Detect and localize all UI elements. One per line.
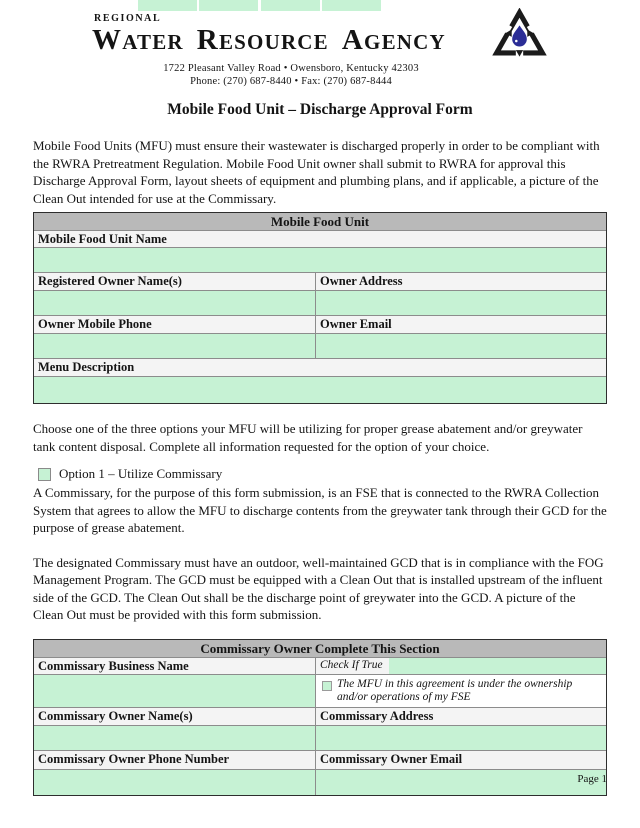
commissary-address-label: Commissary Address <box>316 708 606 725</box>
check-if-true-label: Check If True <box>320 658 383 671</box>
owner-address-label: Owner Address <box>316 273 606 290</box>
top-strip-cell <box>322 0 381 11</box>
commissary-owner-label: Commissary Owner Name(s) <box>34 708 316 725</box>
agency-phone-fax: Phone: (270) 687-8440 • Fax: (270) 687-8444 <box>190 76 392 87</box>
owner-email-input[interactable] <box>316 334 606 358</box>
option1-checkbox[interactable] <box>38 468 51 481</box>
commissary-email-input[interactable] <box>316 770 606 795</box>
ownership-statement-cell <box>316 675 606 707</box>
registered-owner-input[interactable] <box>34 291 316 315</box>
form-title: Mobile Food Unit – Discharge Approval Form <box>167 101 473 118</box>
commissary-table-title: Commissary Owner Complete This Section <box>34 640 606 658</box>
menu-description-input[interactable] <box>34 377 606 403</box>
ownership-statement: The MFU in this agreement is under the ownership and/or operations of my FSE <box>337 677 573 703</box>
mfu-name-input[interactable] <box>34 248 606 272</box>
check-if-true-cell <box>316 658 606 674</box>
commissary-address-input[interactable] <box>316 726 606 750</box>
commissary-email-label: Commissary Owner Email <box>316 751 606 769</box>
mfu-name-label: Mobile Food Unit Name <box>34 231 606 247</box>
business-name-label: Commissary Business Name <box>34 658 316 674</box>
option1-paragraph-1: A Commissary, for the purpose of this form submission, is an FSE that is connected to the RWRA Collection System that agrees to allow the MFU to discharge contents from the greywater tank through their GCD for the purpose of grease abatement. <box>33 485 607 535</box>
owner-email-label: Owner Email <box>316 316 606 333</box>
agency-name: WATER RESOURCE AGENCY <box>92 24 446 56</box>
check-if-true-highlight[interactable] <box>389 658 606 674</box>
option1-row <box>38 466 607 482</box>
top-strip-cell <box>199 0 258 11</box>
regional-label: REGIONAL <box>94 13 162 24</box>
letterhead <box>92 13 490 87</box>
top-strip-cell <box>138 0 197 11</box>
ownership-checkbox[interactable] <box>322 681 332 691</box>
option1-paragraph-2: The designated Commissary must have an outdoor, well-maintained GCD that is in compliance with the FOG Management Program. The GCD must be equipped with a Clean Out that is installed upstream of the influent side of the GCD. The Clean Out shall be the discharge point of greywater into the GCD. A picture of the Clean Out must be provided with this form submission. <box>33 554 604 622</box>
commissary-phone-input[interactable] <box>34 770 316 795</box>
page-number: Page 1 <box>577 773 607 785</box>
commissary-phone-label: Commissary Owner Phone Number <box>34 751 316 769</box>
top-strip-cell <box>261 0 320 11</box>
mfu-table-title: Mobile Food Unit <box>34 213 606 231</box>
intro-paragraph: Mobile Food Units (MFU) must ensure their wastewater is discharged properly in order to be compliant with the RWRA Pretreatment Regulation. Mobile Food Unit owner shall submit to RWRA for approval this Discharge Approval Form, layout sheets of equipment and plumbing plans, and if applicable, a picture of the Clean Out intended for use at the Commissary. <box>33 138 600 206</box>
agency-address: 1722 Pleasant Valley Road • Owensboro, Kentucky 42303 <box>163 63 419 74</box>
registered-owner-label: Registered Owner Name(s) <box>34 273 316 290</box>
options-intro-paragraph: Choose one of the three options your MFU will be utilizing for proper grease abatement and/or greywater tank content disposal. Complete all information requested for the option of your choice. <box>33 421 583 454</box>
recycle-triangle-icon <box>492 8 547 63</box>
option1-label: Option 1 – Utilize Commissary <box>59 466 223 481</box>
owner-address-input[interactable] <box>316 291 606 315</box>
owner-phone-input[interactable] <box>34 334 316 358</box>
rwra-logo <box>492 8 547 63</box>
mobile-food-unit-table <box>33 212 607 404</box>
water-drop-icon <box>512 25 527 46</box>
owner-phone-label: Owner Mobile Phone <box>34 316 316 333</box>
business-name-input[interactable] <box>34 675 316 707</box>
commissary-owner-input[interactable] <box>34 726 316 750</box>
menu-description-label: Menu Description <box>34 359 606 376</box>
commissary-table <box>33 639 607 796</box>
